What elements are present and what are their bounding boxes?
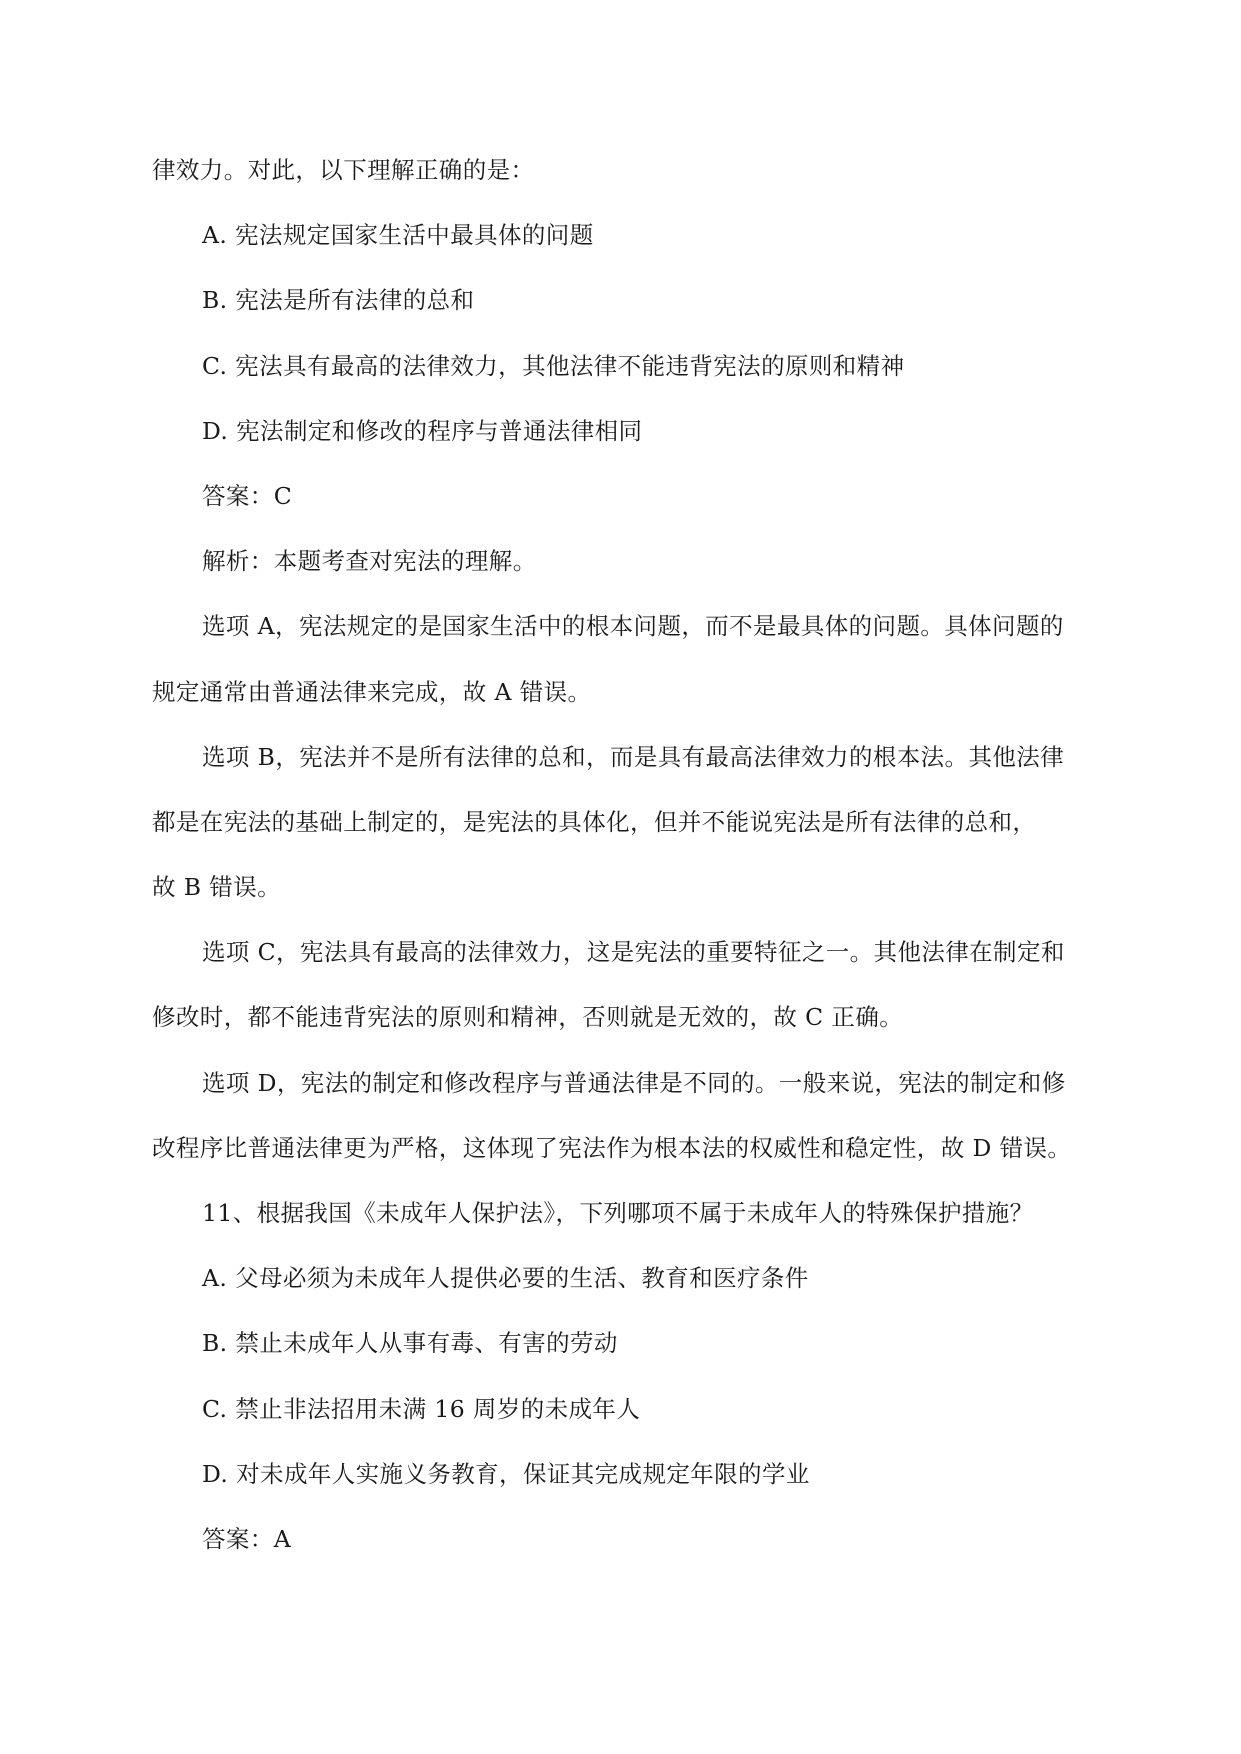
question-11-stem: 11、根据我国《未成年人保护法》，下列哪项不属于未成年人的特殊保护措施？ [202, 1199, 1034, 1227]
analysis-option-d [152, 1051, 1092, 1181]
option-d: D. 宪法制定和修改的程序与普通法律相同 [202, 416, 643, 445]
question-11-option-b: B. 禁止未成年人从事有毒、有害的劳动 [202, 1329, 618, 1358]
option-c: C. 宪法具有最高的法律效力，其他法律不能违背宪法的原则和精神 [202, 351, 905, 380]
analysis-option-b-line-2: 都是在宪法的基础上制定的，是宪法的具体化，但并不能说宪法是所有法律的总和， [152, 807, 1037, 836]
analysis-option-c [152, 920, 1092, 1050]
analysis-option-d-line-2: 改程序比普通法律更为严格，这体现了宪法作为根本法的权威性和稳定性，故 D 错误。 [152, 1133, 1072, 1162]
analysis-option-b-line-1: 选项 B，宪法并不是所有法律的总和，而是具有最高法律效力的根本法。其他法律 [202, 742, 1065, 771]
option-a: A. 宪法规定国家生活中最具体的问题 [202, 221, 594, 250]
question-11-option-c: C. 禁止非法招用未满 16 周岁的未成年人 [202, 1394, 641, 1423]
analysis-option-b-line-3: 故 B 错误。 [152, 873, 282, 902]
analysis-option-a-line-1: 选项 A，宪法规定的是国家生活中的根本问题，而不是最具体的问题。具体问题的 [202, 612, 1064, 641]
answer-line: 答案：C [202, 481, 293, 510]
analysis-option-d-line-1: 选项 D，宪法的制定和修改程序与普通法律是不同的。一般来说，宪法的制定和修 [202, 1068, 1066, 1097]
analysis-option-c-line-2: 修改时，都不能违背宪法的原则和精神，否则就是无效的，故 C 正确。 [152, 1003, 904, 1032]
question-11-answer: 答案：A [202, 1524, 292, 1553]
analysis-intro: 解析：本题考查对宪法的理解。 [202, 547, 537, 576]
document-body [152, 138, 1092, 1572]
question-stem-continued: 律效力。对此，以下理解正确的是： [152, 156, 535, 184]
option-b: B. 宪法是所有法律的总和 [202, 286, 475, 315]
question-11-option-a: A. 父母必须为未成年人提供必要的生活、教育和医疗条件 [202, 1264, 809, 1293]
analysis-option-c-line-1: 选项 C，宪法具有最高的法律效力，这是宪法的重要特征之一。其他法律在制定和 [202, 938, 1065, 967]
question-11-option-d: D. 对未成年人实施义务教育，保证其完成规定年限的学业 [202, 1459, 810, 1488]
analysis-option-a [152, 594, 1092, 724]
analysis-option-b [152, 725, 1092, 921]
analysis-option-a-line-2: 规定通常由普通法律来完成，故 A 错误。 [152, 677, 592, 706]
